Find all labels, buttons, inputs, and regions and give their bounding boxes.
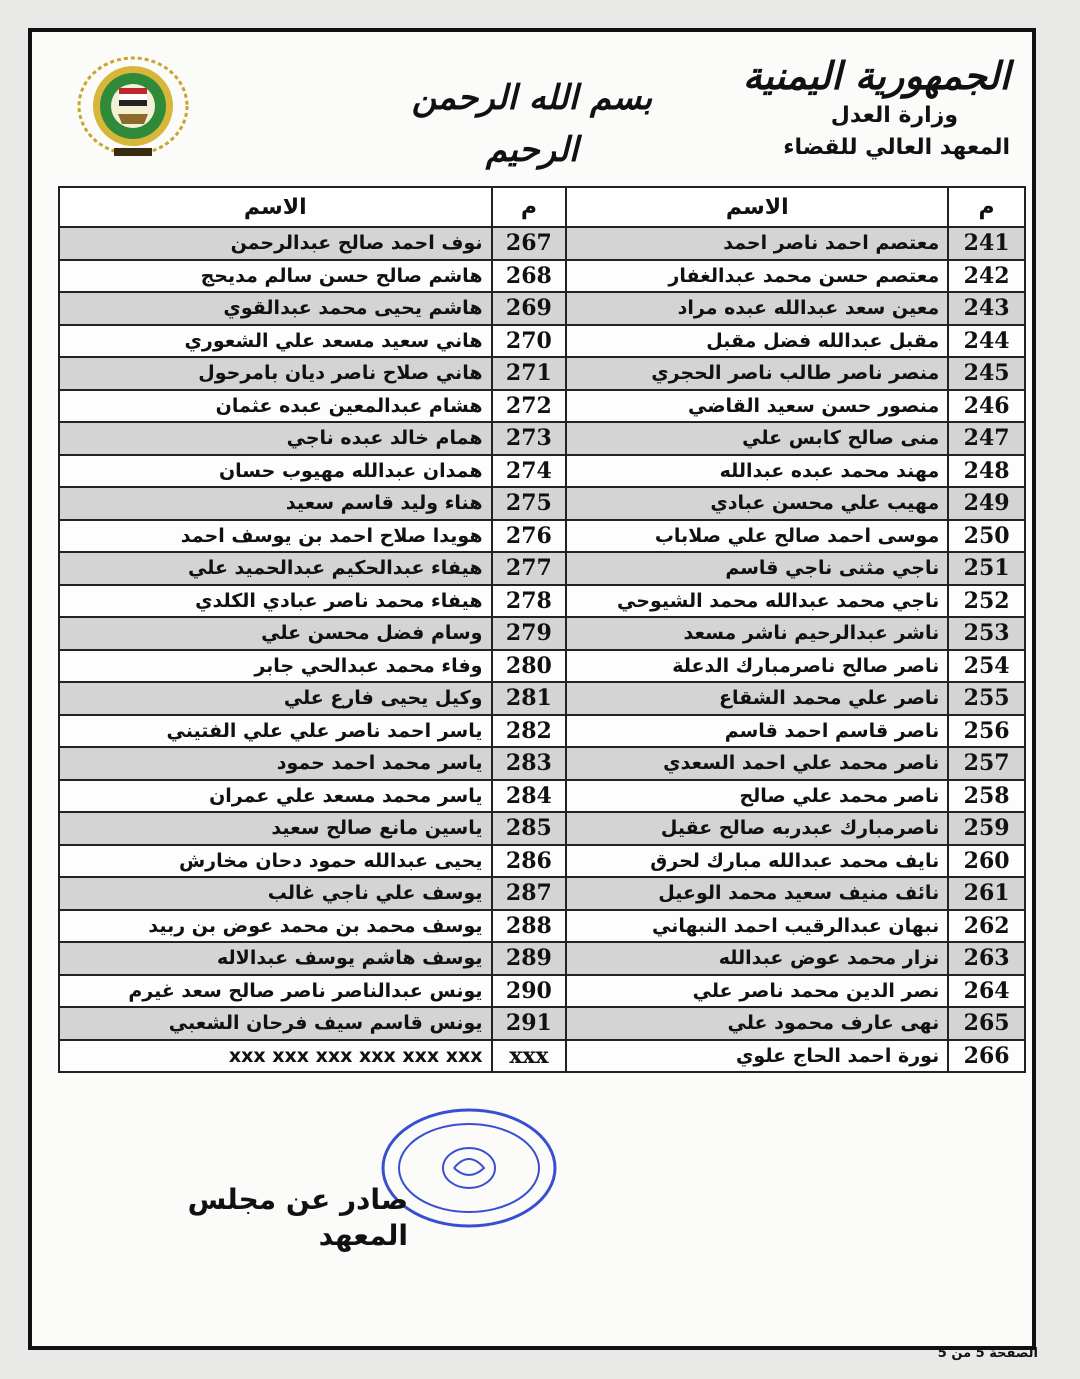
table-row [59,747,1025,780]
right-name-cell: مهند محمد عبده عبدالله [566,455,948,488]
right-number-cell: 255 [948,682,1025,715]
left-name-cell: يوسف هاشم يوسف عبدالاله [59,942,492,975]
table-row [59,877,1025,910]
right-number-cell: 263 [948,942,1025,975]
table-row [59,812,1025,845]
right-name-cell: مهيب علي محسن عبادي [566,487,948,520]
column-header-name: الاسم [59,187,492,227]
right-number-cell: 266 [948,1040,1025,1073]
right-name-cell: ناصرمبارك عبدربه صالح عقيل [566,812,948,845]
right-name-cell: نصر الدين محمد ناصر علي [566,975,948,1008]
table-row [59,357,1025,390]
right-name-cell: ناصر محمد علي احمد السعدي [566,747,948,780]
right-number-cell: 254 [948,650,1025,683]
basmala: بسم الله الرحمن الرحيم [411,78,653,170]
left-number-cell: 283 [492,747,567,780]
right-number-cell: 250 [948,520,1025,553]
right-number-cell: 256 [948,715,1025,748]
left-number-cell: 287 [492,877,567,910]
left-number-cell: 267 [492,227,567,260]
left-number-cell: 268 [492,260,567,293]
left-name-cell: يونس قاسم سيف فرحان الشعبي [59,1007,492,1040]
table-row [59,325,1025,358]
right-number-cell: 246 [948,390,1025,423]
right-number-cell: 247 [948,422,1025,455]
right-number-cell: 251 [948,552,1025,585]
institute-emblem-icon [74,54,192,162]
letterhead [730,52,1010,164]
table-row [59,1040,1025,1073]
table-row [59,585,1025,618]
right-number-cell: 262 [948,910,1025,943]
left-name-cell: هيفاء عبدالحكيم عبدالحميد علي [59,552,492,585]
signature-line: صادر عن مجلس المعهد [187,1183,408,1252]
left-number-cell: 285 [492,812,567,845]
table-row [59,910,1025,943]
table-row [59,617,1025,650]
right-name-cell: ناصر صالح ناصرمبارك الدعلة [566,650,948,683]
left-name-cell: هيفاء محمد ناصر عبادي الكلدي [59,585,492,618]
right-number-cell: 248 [948,455,1025,488]
left-number-cell: 275 [492,487,567,520]
left-number-cell: 278 [492,585,567,618]
right-name-cell: ناصر قاسم احمد قاسم [566,715,948,748]
left-name-cell: يوسف علي ناجي غالب [59,877,492,910]
left-name-cell: وفاء محمد عبدالحي جابر [59,650,492,683]
right-name-cell: نايف محمد عبدالله مبارك لحرق [566,845,948,878]
left-number-cell: 281 [492,682,567,715]
right-number-cell: 245 [948,357,1025,390]
table-row [59,227,1025,260]
left-number-cell: 276 [492,520,567,553]
left-number-cell: 270 [492,325,567,358]
left-number-cell: 277 [492,552,567,585]
right-name-cell: مقبل عبدالله فضل مقبل [566,325,948,358]
table-row [59,780,1025,813]
table-row [59,682,1025,715]
left-number-cell: 289 [492,942,567,975]
left-number-cell: xxx [492,1040,567,1073]
roster-table [58,186,1026,1073]
right-number-cell: 249 [948,487,1025,520]
left-name-cell: ياسين مانع صالح سعيد [59,812,492,845]
left-name-cell: يوسف محمد بن محمد عوض بن ربيد [59,910,492,943]
table-row [59,487,1025,520]
left-number-cell: 279 [492,617,567,650]
right-number-cell: 252 [948,585,1025,618]
column-header-number: م [492,187,567,227]
left-number-cell: 274 [492,455,567,488]
left-name-cell: هناء وليد قاسم سعيد [59,487,492,520]
right-number-cell: 241 [948,227,1025,260]
column-header-number: م [948,187,1025,227]
left-number-cell: 288 [492,910,567,943]
left-number-cell: 282 [492,715,567,748]
table-row [59,650,1025,683]
right-number-cell: 242 [948,260,1025,293]
right-name-cell: موسى احمد صالح علي صلاباب [566,520,948,553]
right-number-cell: 253 [948,617,1025,650]
table-row [59,715,1025,748]
left-number-cell: 290 [492,975,567,1008]
left-name-cell: وسام فضل محسن علي [59,617,492,650]
right-number-cell: 244 [948,325,1025,358]
table-row [59,845,1025,878]
right-number-cell: 265 [948,1007,1025,1040]
right-name-cell: نبهان عبدالرقيب احمد النبهاني [566,910,948,943]
document-page [28,28,1038,1361]
right-number-cell: 259 [948,812,1025,845]
left-name-cell: يحيى عبدالله حمود دحان مخارش [59,845,492,878]
right-number-cell: 258 [948,780,1025,813]
right-number-cell: 243 [948,292,1025,325]
left-number-cell: 271 [492,357,567,390]
left-number-cell: 286 [492,845,567,878]
table-row [59,422,1025,455]
left-number-cell: 291 [492,1007,567,1040]
institute-name: المعهد العالي للقضاء [783,135,1010,160]
left-name-cell: يونس عبدالناصر ناصر صالح سعد غيرم [59,975,492,1008]
table-row [59,1007,1025,1040]
table-row [59,520,1025,553]
left-name-cell: وكيل يحيى فارع علي [59,682,492,715]
left-name-cell: هويدا صلاح احمد بن يوسف احمد [59,520,492,553]
right-name-cell: منى صالح كابس علي [566,422,948,455]
country-title: الجمهورية اليمنية [742,53,1010,98]
right-name-cell: نزار محمد عوض عبدالله [566,942,948,975]
table-row [59,552,1025,585]
table-row [59,390,1025,423]
column-header-name: الاسم [566,187,948,227]
left-name-cell: ياسر محمد احمد حمود [59,747,492,780]
left-name-cell: هاني صلاح ناصر ديان بامرحول [59,357,492,390]
right-name-cell: معين سعد عبدالله عبده مراد [566,292,948,325]
right-name-cell: ناجي محمد عبدالله محمد الشيوحي [566,585,948,618]
right-name-cell: ناصر علي محمد الشقاع [566,682,948,715]
right-name-cell: منصور حسن سعيد القاضي [566,390,948,423]
left-name-cell: همام خالد عبده ناجي [59,422,492,455]
ministry-name: وزارة العدل [830,103,958,128]
right-name-cell: نائف منيف سعيد محمد الوعيل [566,877,948,910]
right-name-cell: منصر ناصر طالب ناصر الحجري [566,357,948,390]
table-row [59,292,1025,325]
left-number-cell: 269 [492,292,567,325]
left-name-cell: هاشم يحيى محمد عبدالقوي [59,292,492,325]
right-name-cell: ناشر عبدالرحيم ناشر مسعد [566,617,948,650]
left-number-cell: 284 [492,780,567,813]
right-name-cell: ناجي مثنى ناجي قاسم [566,552,948,585]
right-name-cell: نورة احمد الحاج علوي [566,1040,948,1073]
left-name-cell: هاشم صالح حسن سالم مديحج [59,260,492,293]
table-row [59,260,1025,293]
right-name-cell: ناصر محمد علي صالح [566,780,948,813]
table-row [59,975,1025,1008]
roster-body [59,227,1025,1072]
right-number-cell: 264 [948,975,1025,1008]
left-name-cell: هاني سعيد مسعد علي الشعوري [59,325,492,358]
right-name-cell: نهى عارف محمود علي [566,1007,948,1040]
right-number-cell: 257 [948,747,1025,780]
left-number-cell: 272 [492,390,567,423]
left-number-cell: 280 [492,650,567,683]
left-name-cell: xxx xxx xxx xxx xxx xxx [59,1040,492,1073]
left-name-cell: ياسر احمد ناصر علي علي الفتيني [59,715,492,748]
right-number-cell: 260 [948,845,1025,878]
left-number-cell: 273 [492,422,567,455]
right-name-cell: معتصم احمد ناصر احمد [566,227,948,260]
table-row [59,455,1025,488]
right-number-cell: 261 [948,877,1025,910]
page-footer: الصفحة 5 من 5 [937,1346,1038,1361]
table-row [59,942,1025,975]
left-name-cell: ياسر محمد مسعد علي عمران [59,780,492,813]
left-name-cell: نوف احمد صالح عبدالرحمن [59,227,492,260]
left-name-cell: همدان عبدالله مهيوب حسان [59,455,492,488]
left-name-cell: هشام عبدالمعين عبده عثمان [59,390,492,423]
right-name-cell: معتصم حسن محمد عبدالغفار [566,260,948,293]
